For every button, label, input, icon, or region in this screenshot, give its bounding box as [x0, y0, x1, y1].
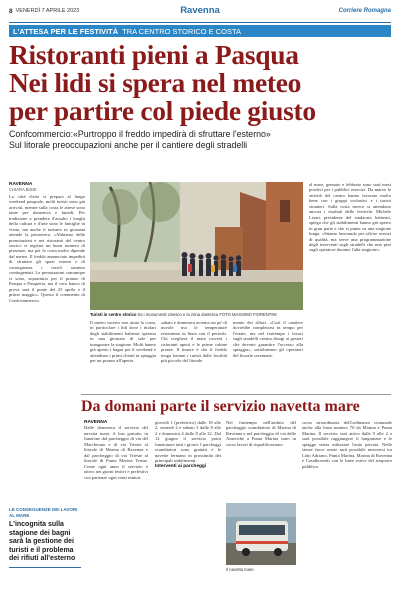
- headline-line-2: Nei lidi si spera nel meteo: [9, 67, 302, 98]
- issue-date: VENERDÌ 7 APRILE 2023: [15, 8, 80, 14]
- shuttle-bus-image: [226, 503, 296, 565]
- main-headline: [9, 41, 391, 125]
- article-column-5: al mare, gennaio e febbraio sono stati mesi positivi per i pubblici esercizi. Da marzo le attività del centro hanno lavorato molto bene con i gruppi scolastici e i turisti stranieri. Sulla costa invece si attendono ancora i risultati delle festività. Michele Leoni, presidente del sindacato balneari, spiega che gli stabilimenti hanno già aperto in gran parte e che si punta su una stagione lunga. «Stiamo lavorando per offrire servizi di qualità, ma serve una programmazione degli interventi sugli stradelli che non pesi sugli operatori durante l'alta stagione».: [309, 182, 391, 253]
- subheadline: [9, 129, 391, 150]
- bus-caption: Il navetta mare: [226, 567, 254, 572]
- sidebar-box: [9, 507, 81, 607]
- photo-caption: [90, 312, 303, 317]
- article-column-1: [9, 182, 85, 398]
- masthead-rule: [9, 22, 391, 23]
- kicker-rest: TRA CENTRO STORICO E COSTA: [122, 26, 242, 36]
- headline-line-3: per partire col piede giusto: [9, 95, 316, 126]
- article-body: [9, 182, 391, 398]
- second-column-1: [84, 420, 148, 606]
- second-headline: Da domani parte il servizio navetta mare: [81, 398, 360, 415]
- article-dateline: RAVENNA: [9, 182, 33, 187]
- second-column-2: [155, 420, 221, 606]
- second-column-4: corsa straordinaria dell'ordinanza comunale anche alla linea numero 70 da Marina e Punta Marina. Il servizio sarà attivo dalle 9 alle 2 e sarà possibile raggiungere il lungomare e le spiagge senza utilizzare l'auto privata. Nelle stesse fasce orarie sarà possibile muoversi tra Lido Adriano, Punta Marina, Marina di Ravenna e Casalborsetti con le linee estive del trasporto pubblico.: [302, 420, 392, 469]
- article-byline: CHIARA BISSI: [9, 187, 37, 193]
- sidebar-title: L'incognita sulla stagione dei bagni sarà la gestione dei turisti e il problema dei rifiuti all'esterno: [9, 521, 76, 562]
- article-column-2: Il meteo incerto non aiuta la costa, in particolare i lidi dove i titolari degli stabilimenti balneari sperano in una giornata di sole per inaugurare la stagione. Molti hanno già aperto i bagni per il weekend e attendono i primi clienti in spiaggia per un pranzo all'aperto.: [90, 320, 156, 364]
- headline-line-1: Ristoranti pieni a Pasqua: [9, 39, 299, 70]
- sidebar-kicker: LE CONSEGUENZE DEI LAVORI AL MARE: [9, 507, 78, 518]
- article-column-3: sabato e domenica avremo un po' di nuvole ma le temperature resteranno in linea con il periodo. Chi sceglierà il mare troverà i ristoranti aperti e le prime cabine pronte. Il timore è che il freddo tenga lontani i turisti dalle località più piccole del litorale.: [161, 320, 227, 364]
- kicker-strong: L'ATTESA PER LE FESTIVITÀ: [13, 26, 119, 36]
- second-column-2-text: giovedì 1 (prefestivo) dalle 18 alle 2, venerdì 2 e sabato 3 dalle 8 alle 2 e domenica 4 dalle 8 alle 22. Dal 12 giugno il servizio potrà funzionare tutti i giorni. I parcheggi scambiatori sono gratuiti e le navette fermano in prossimità dei principali stabilimenti.: [155, 420, 221, 464]
- sidebar-rule: [9, 567, 81, 568]
- masthead-left: [9, 8, 79, 15]
- article-column-4: mento dei rifiuti. «Così il cantiere dovrebbe completarsi in tempo per l'estate, ma nel frattempo i lavori sugli stradelli creano disagi ai gestori che devono garantire l'accesso alla spiaggia», sottolineano gli operatori del litorale ravennate.: [233, 320, 303, 358]
- paper-name: Corriere Romagna: [338, 8, 391, 14]
- subhead-line-1: Confcommercio:«Purtroppo il freddo impedirà di sfruttare l'esterno»: [9, 129, 271, 139]
- tourists-photo-image: [90, 182, 303, 310]
- kicker-bar: [9, 25, 391, 37]
- section-divider: [81, 394, 391, 395]
- caption-bold: Turisti in centro storico: [90, 312, 137, 317]
- second-column-1-text: Dalle domenica il servizio del navetta mare, il bus gratuito in funzione dal parcheggio di via del Marchesato e di via Trieste al litorale di Marina di Ravenna e dal parcheggio di via Trieste al litorale di Punta Marina Terme. Come ogni anno il servizio è attivo nei giorni festivi e prefestivi con partenze ogni venti minuti.: [84, 425, 148, 480]
- subhead-line-2: Sul litorale preoccupazioni anche per il cantiere degli stradelli: [9, 139, 248, 150]
- section-title: Ravenna: [180, 5, 220, 16]
- second-dateline: RAVENNA: [84, 420, 108, 425]
- page-number: 8: [9, 7, 13, 15]
- shuttle-bus-photo: [226, 503, 296, 565]
- caption-rest: tra i monumenti Unesco e la zona dantesca FOTO MASSIMO FIORENTINI: [136, 312, 277, 317]
- column-1-text: La città d'arte si prepara al lungo weekend pasquale, molti turisti sono già arrivati, mentre sulla costa le attese sono tante per domenica e lunedì. Per tradizione a prendere d'assalto i luoghi della cultura e d'arte sono le famiglie in visita, ma anche il turismo in giornata attende la primavera. «Abbiamo delle prenotazioni e nei ristoranti del centro storico si registra un buon numero di presenze, ma per la costa molto dipende dal meteo. Il freddo annunciato impedirà di sfruttare gli spazi esterni e di conseguenza i tavoli saranno contingentati. Le prenotazioni comunque ci sono, soprattutto per il pranzo di Pasqua e Pasquetta, ma il vero banco di prova sarà il ponte del 25 aprile e il primo maggio». Questo il commento di Confcommercio.: [9, 193, 85, 303]
- tourists-photo: [90, 182, 303, 310]
- second-column-3: Nel frattempo nell'ambito del parcheggio scambiatore di Marina di Ravenna e nel parcheggio di via delle Americhe a Punta Marina sono in corso lavori di riqualificazione.: [226, 420, 296, 447]
- masthead: [9, 0, 391, 22]
- second-column-2-subtitle: Interventi ai parcheggi: [155, 463, 207, 469]
